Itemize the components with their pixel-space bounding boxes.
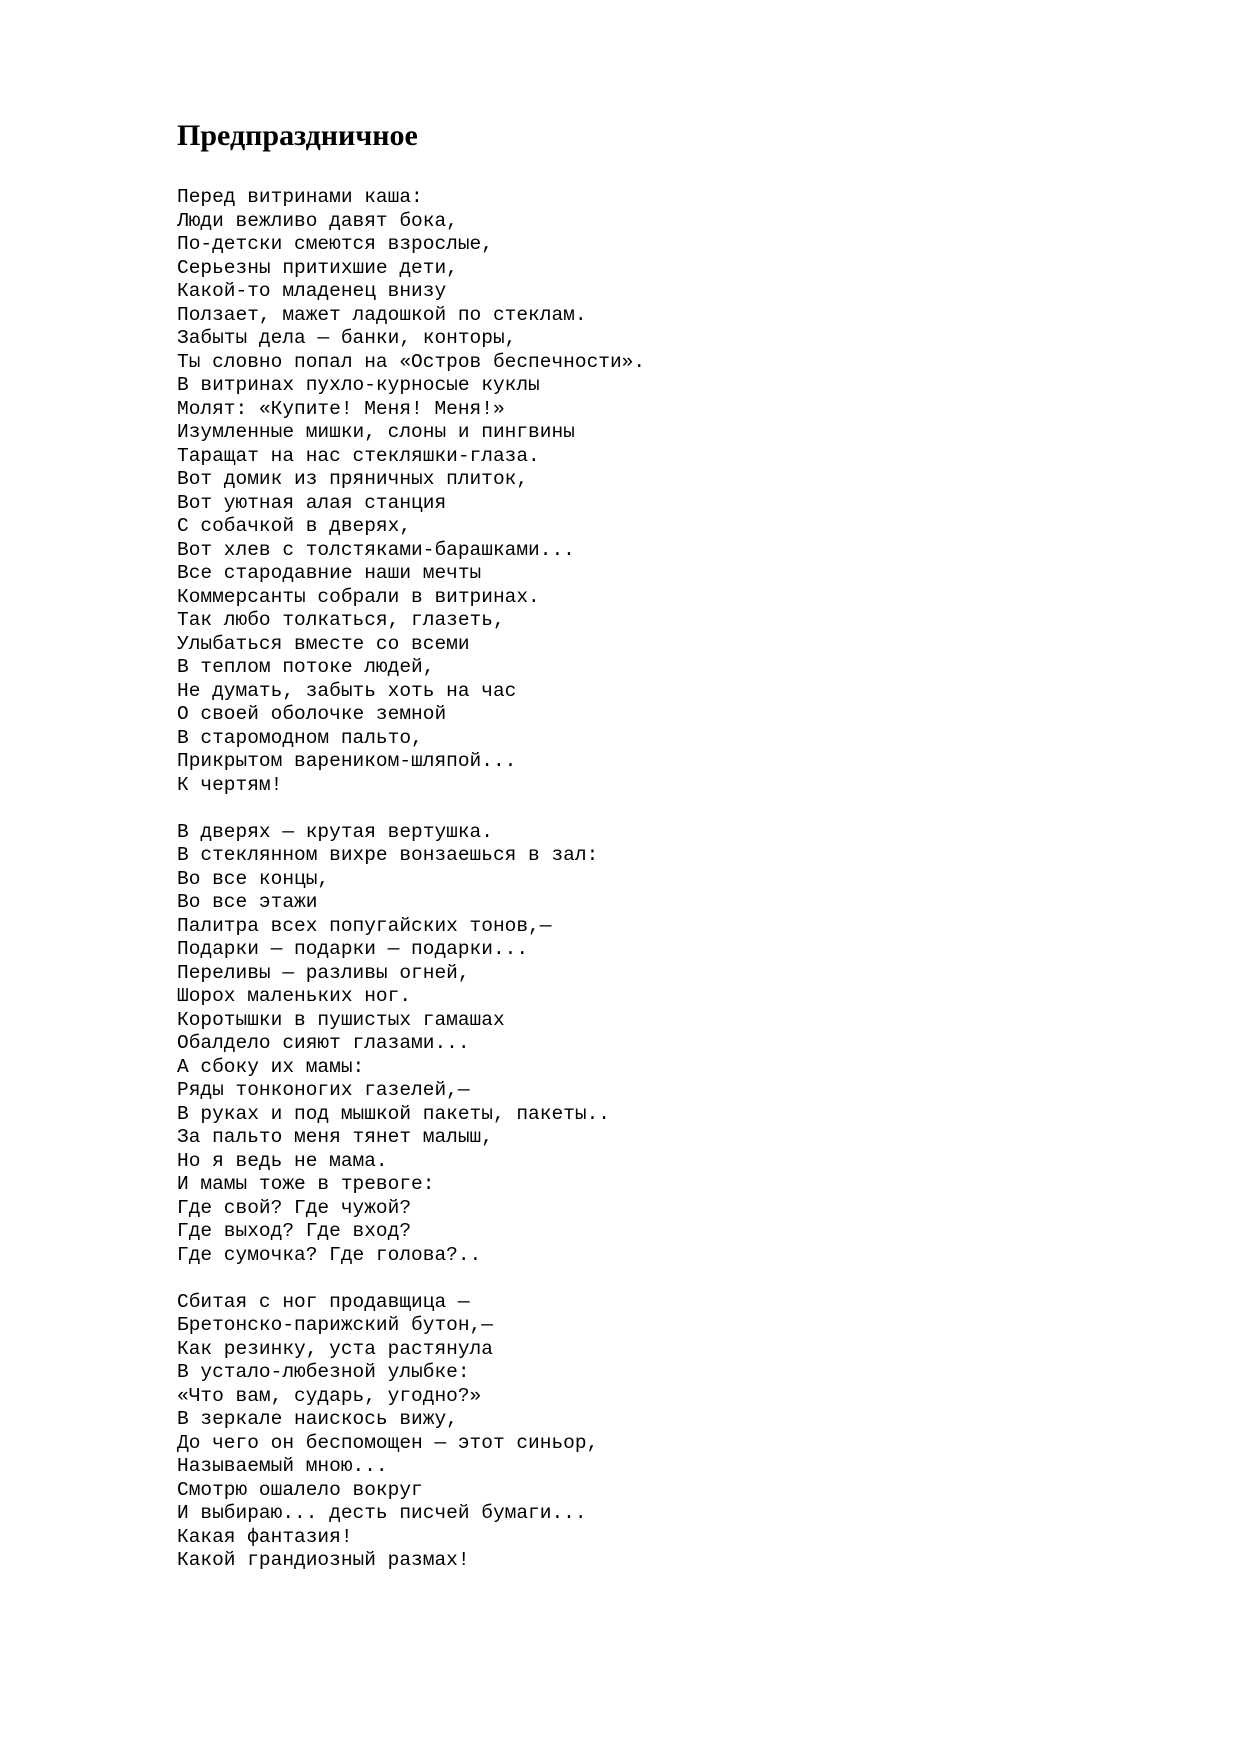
poem-line: Таращат на нас стекляшки-глаза. bbox=[177, 444, 540, 467]
poem-line: За пальто меня тянет малыш, bbox=[177, 1126, 493, 1148]
poem-line: Так любо толкаться, глазеть, bbox=[177, 609, 505, 631]
poem-line: В теплом потоке людей, bbox=[177, 656, 435, 678]
poem-line: Ряды тонконогих газелей,— bbox=[177, 1079, 470, 1101]
poem-line: Где выход? Где вход? bbox=[177, 1220, 412, 1242]
poem-line: Серьезны притихшие дети, bbox=[177, 256, 458, 279]
poem-line: «Что вам, сударь, угодно?» bbox=[177, 1384, 482, 1407]
poem-line: Все стародавние наши мечты bbox=[177, 562, 482, 584]
poem-line: До чего он беспомощен — этот синьор, bbox=[177, 1431, 599, 1454]
poem-line: И выбираю... десть писчей бумаги... bbox=[177, 1502, 587, 1524]
poem-line: Коротышки в пушистых гамашах bbox=[177, 1008, 505, 1031]
poem-line: Вот домик из пряничных плиток, bbox=[177, 468, 529, 490]
poem-line: Вот уютная алая станция bbox=[177, 491, 447, 514]
poem-line: Люди вежливо давят бока, bbox=[177, 209, 458, 232]
stanza-break bbox=[177, 1267, 645, 1291]
poem-line: Где сумочка? Где голова?.. bbox=[177, 1243, 482, 1266]
poem-line: Вот хлев с толстяками-барашками... bbox=[177, 538, 575, 561]
poem-line: Перед витринами каша: bbox=[177, 186, 423, 208]
poem-line: Изумленные мишки, слоны и пингвины bbox=[177, 421, 575, 443]
poem-line: Какой грандиозный размах! bbox=[177, 1549, 470, 1571]
poem-line: Обалдело сияют глазами... bbox=[177, 1032, 470, 1054]
poem-line: В витринах пухло-курносые куклы bbox=[177, 374, 540, 396]
poem-line: Не думать, забыть хоть на час bbox=[177, 679, 517, 702]
poem-body bbox=[177, 186, 645, 1573]
poem-line: Палитра всех попугайских тонов,— bbox=[177, 914, 552, 937]
stanza-break bbox=[177, 797, 645, 821]
poem-line: К чертям! bbox=[177, 773, 283, 796]
poem-line: О своей оболочке земной bbox=[177, 703, 447, 725]
poem-line: В зеркале наискось вижу, bbox=[177, 1408, 458, 1430]
poem-line: В устало-любезной улыбке: bbox=[177, 1361, 470, 1383]
poem-line: Как резинку, уста растянула bbox=[177, 1337, 493, 1360]
poem-line: В старомодном пальто, bbox=[177, 726, 423, 749]
poem-line: Какая фантазия! bbox=[177, 1525, 353, 1548]
poem-line: В руках и под мышкой пакеты, пакеты.. bbox=[177, 1102, 610, 1125]
poem-title: Предпраздничное bbox=[177, 119, 418, 152]
poem-line: Забыты дела — банки, конторы, bbox=[177, 327, 517, 349]
poem-line: Называемый мною... bbox=[177, 1455, 388, 1477]
poem-line: Ползает, мажет ладошкой по стеклам. bbox=[177, 303, 587, 326]
poem-line: Молят: «Купите! Меня! Меня!» bbox=[177, 397, 505, 420]
poem-line: Во все концы, bbox=[177, 867, 330, 890]
poem-line: Сбитая с ног продавщица — bbox=[177, 1290, 470, 1313]
poem-line: По-детски смеются взрослые, bbox=[177, 233, 493, 255]
poem-line: Где свой? Где чужой? bbox=[177, 1196, 412, 1219]
poem-line: Коммерсанты собрали в витринах. bbox=[177, 585, 540, 608]
poem-line: В стеклянном вихре вонзаешься в зал: bbox=[177, 844, 599, 866]
poem-line: Какой-то младенец внизу bbox=[177, 280, 447, 302]
poem-line: Шорох маленьких ног. bbox=[177, 985, 412, 1007]
poem-line: Бретонско-парижский бутон,— bbox=[177, 1314, 493, 1336]
poem-line: Прикрытом вареником-шляпой... bbox=[177, 750, 517, 772]
poem-line: И мамы тоже в тревоге: bbox=[177, 1173, 435, 1195]
poem-line: Но я ведь не мама. bbox=[177, 1149, 388, 1172]
poem-line: В дверях — крутая вертушка. bbox=[177, 820, 493, 843]
poem-line: Подарки — подарки — подарки... bbox=[177, 938, 529, 960]
poem-line: Смотрю ошалело вокруг bbox=[177, 1478, 423, 1501]
poem-line: А сбоку их мамы: bbox=[177, 1055, 365, 1078]
poem-line: Переливы — разливы огней, bbox=[177, 961, 470, 984]
poem-line: Во все этажи bbox=[177, 891, 318, 913]
poem-line: Ты словно попал на «Остров беспечности». bbox=[177, 350, 646, 373]
poem-line: С собачкой в дверях, bbox=[177, 515, 412, 537]
poem-line: Улыбаться вместе со всеми bbox=[177, 632, 470, 655]
